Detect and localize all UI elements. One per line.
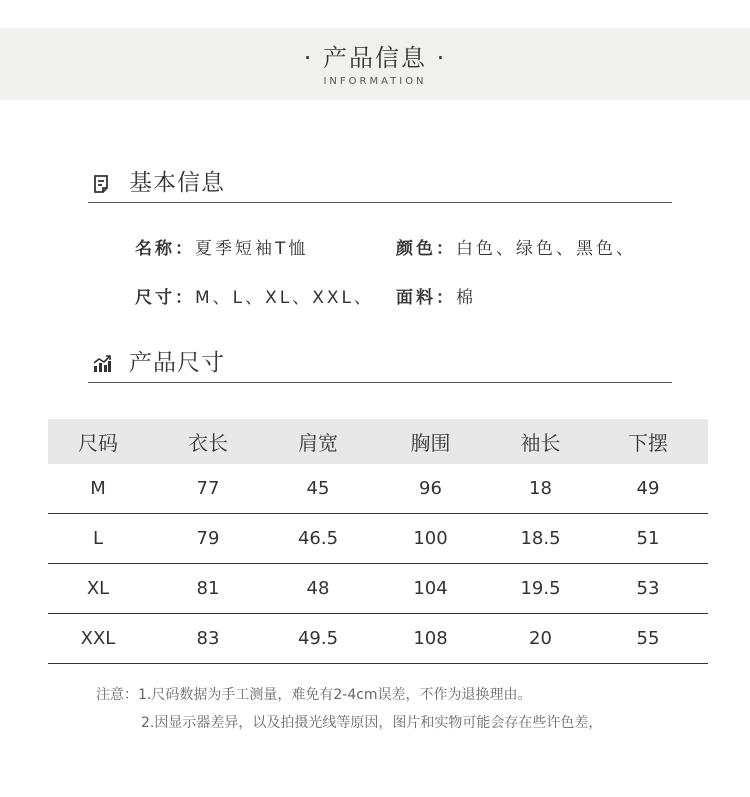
table-cell: 53 <box>636 578 660 599</box>
header-cell: 下摆 <box>628 431 668 455</box>
header-cell: 肩宽 <box>298 431 338 455</box>
header-cell: 胸围 <box>410 431 451 455</box>
color-label: 颜色： <box>396 239 456 259</box>
table-cell: 19.5 <box>520 578 561 599</box>
table-cell: 18.5 <box>520 528 561 549</box>
table-cell: 77 <box>196 478 220 499</box>
table-cell: 51 <box>636 528 660 549</box>
basic-info-header <box>88 166 672 203</box>
fabric-label: 面料： <box>396 288 456 308</box>
table-cell: 49 <box>636 478 660 499</box>
size-section-header <box>88 346 672 383</box>
document-icon <box>92 174 112 194</box>
info-fabric <box>396 287 476 309</box>
table-cell: 96 <box>419 478 442 499</box>
header-cell: 尺码 <box>78 431 118 455</box>
note-line-2: 2.因显示器差异，以及拍摄光线等原因，图片和实物可能会存在些许色差， <box>141 715 603 731</box>
table-cell: 108 <box>413 628 448 649</box>
table-cell: 20 <box>529 628 552 649</box>
table-cell: XL <box>86 578 110 599</box>
page-subtitle: INFORMATION <box>323 76 427 87</box>
table-header <box>48 419 708 464</box>
header-cell: 衣长 <box>188 431 228 455</box>
info-name <box>135 238 308 260</box>
chart-icon <box>92 354 112 374</box>
size-table <box>48 419 708 664</box>
table-row <box>48 464 708 514</box>
table-cell: 81 <box>196 578 220 599</box>
color-value: 白色、绿色、黑色、 <box>456 239 636 259</box>
table-cell: 46.5 <box>297 528 339 549</box>
table-cell: 55 <box>636 628 660 649</box>
table-cell: 83 <box>196 628 220 649</box>
table-row <box>48 564 708 614</box>
size-value: M、L、XL、XXL、 <box>195 288 375 308</box>
note-line-1: 注意：1.尺码数据为手工测量，难免有2-4cm误差，不作为退换理由。 <box>96 687 532 703</box>
page-title: · 产品信息 · <box>303 44 447 72</box>
table-cell: L <box>92 528 104 549</box>
info-color <box>396 238 636 260</box>
table-row <box>48 614 708 664</box>
size-label: 尺寸： <box>135 288 195 308</box>
table-cell: 45 <box>306 478 330 499</box>
size-section-heading: 产品尺寸 <box>129 350 225 376</box>
table-cell: 49.5 <box>297 628 339 649</box>
info-size <box>135 287 374 309</box>
fabric-value: 棉 <box>456 288 476 308</box>
table-cell: 48 <box>306 578 330 599</box>
table-cell: 79 <box>196 528 220 549</box>
table-cell: XXL <box>80 628 116 649</box>
header-cell: 袖长 <box>520 431 561 455</box>
table-cell: 18 <box>529 478 552 499</box>
table-cell: M <box>90 478 106 499</box>
basic-info-heading: 基本信息 <box>129 170 225 196</box>
name-label: 名称： <box>135 239 195 259</box>
name-value: 夏季短袖T恤 <box>195 239 309 259</box>
table-cell: 100 <box>413 528 448 549</box>
table-cell: 104 <box>413 578 448 599</box>
table-row <box>48 514 708 564</box>
